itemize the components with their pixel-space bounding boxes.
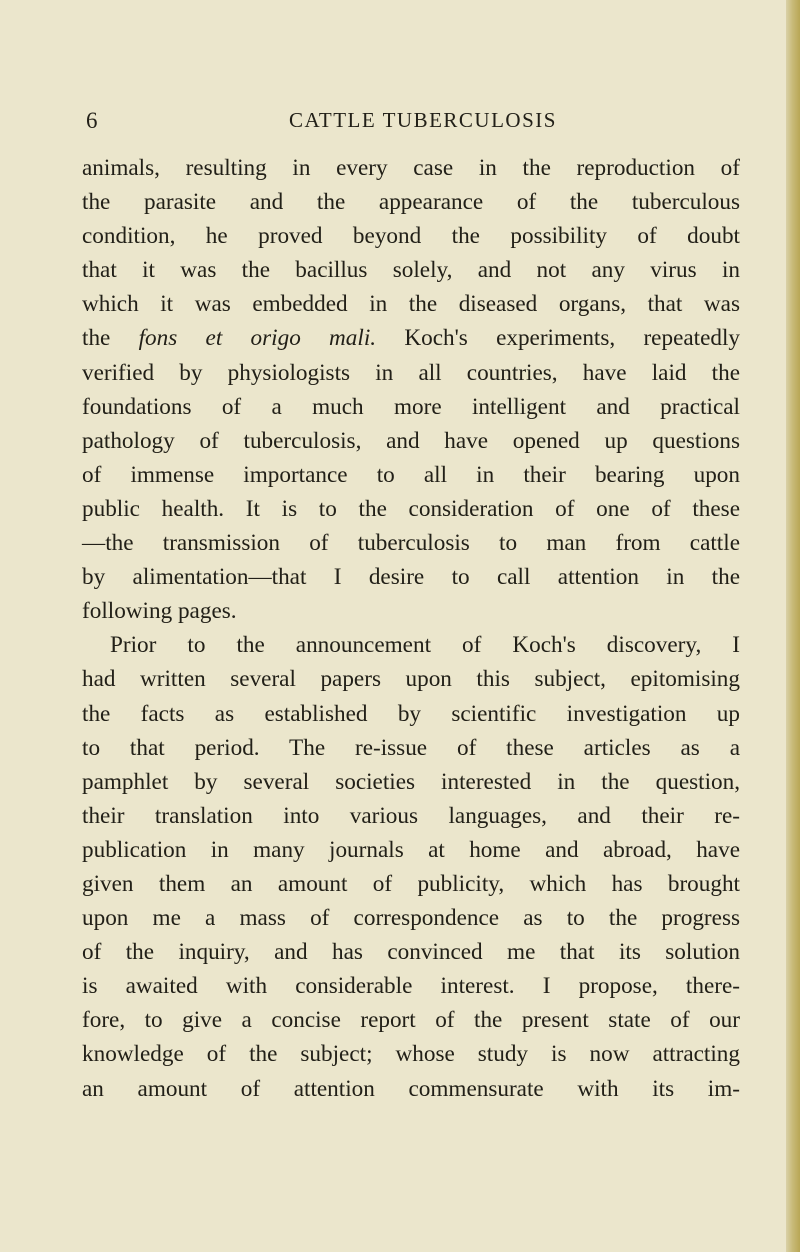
running-head: CATTLE TUBERCULOSIS: [289, 108, 557, 132]
text-line: Prior to the announcement of Koch's discovery, I: [110, 632, 740, 659]
body-text: [82, 151, 740, 1106]
text-line: publication in many journals at home and abroad, have: [82, 836, 740, 863]
text-line: had written several papers upon this subject, epitomising: [82, 666, 740, 693]
text-line: condition, he proved beyond the possibility of doubt: [82, 223, 740, 250]
text-line: by alimentation—that I desire to call attention in the: [82, 564, 740, 591]
text-line: public health. It is to the consideration of one of these: [82, 495, 740, 522]
text-line: pathology of tuberculosis, and have opened up questions: [82, 427, 740, 454]
text-line: the parasite and the appearance of the tuberculous: [82, 189, 740, 216]
text-line: of immense importance to all in their bearing upon: [82, 461, 740, 488]
text-line: pamphlet by several societies interested in the question,: [82, 768, 740, 795]
text-line: the fons et origo mali. Koch's experiments, repeatedly: [82, 325, 741, 352]
text-line: fore, to give a concise report of the present state of our: [82, 1007, 740, 1034]
page-header: [86, 108, 740, 138]
text-line: animals, resulting in every case in the reproduction of: [82, 155, 740, 181]
text-line: to that period. The re-issue of these articles as a: [82, 734, 740, 761]
text-line: —the transmission of tuberculosis to man from cattle: [82, 530, 740, 557]
text-line: an amount of attention commensurate with its im-: [82, 1075, 740, 1102]
text-line: that it was the bacillus solely, and not any virus in: [82, 257, 740, 284]
text-line: following pages.: [82, 598, 237, 625]
text-line: which it was embedded in the diseased organs, that was: [82, 291, 740, 318]
text-line: the facts as established by scientific investigation up: [82, 700, 740, 727]
text-line: verified by physiologists in all countries, have laid the: [82, 359, 740, 386]
text-line: upon me a mass of correspondence as to the progress: [82, 905, 740, 932]
text-line: given them an amount of publicity, which has brought: [82, 870, 740, 897]
text-line: their translation into various languages, and their re-: [82, 802, 740, 829]
text-line: is awaited with considerable interest. I propose, there-: [82, 973, 740, 1000]
text-line: foundations of a much more intelligent and practical: [82, 393, 740, 420]
text-line: knowledge of the subject; whose study is now attracting: [82, 1041, 740, 1068]
page-number: 6: [86, 108, 98, 133]
text-line: of the inquiry, and has convinced me that its solution: [82, 939, 740, 966]
page-edge-shadow: [786, 0, 800, 1252]
